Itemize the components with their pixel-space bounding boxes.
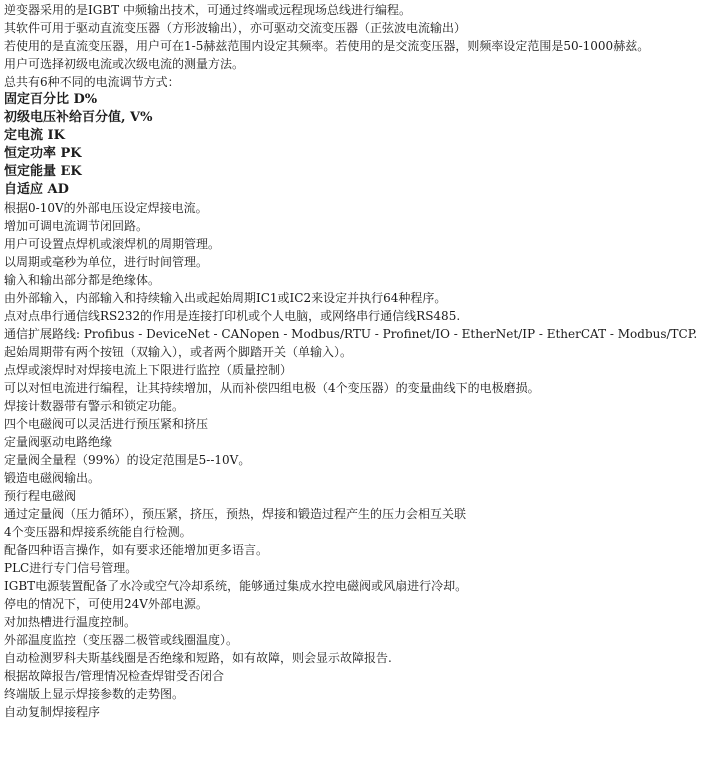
text-line: 若使用的是直流变压器，用户可在1-5赫兹范围内设定其频率。若使用的是交流变压器，则频率设定范围是50-1000赫兹。 [4,39,650,53]
text-line: 锻造电磁阀输出。 [4,471,101,485]
text-line: 输入和输出部分都是绝缘体。 [4,273,161,287]
mode-heading: 初级电压补给百分值, V% [4,110,153,125]
mode-heading: 固定百分比 D% [4,92,98,107]
text-line: 点对点串行通信线RS232的作用是连接打印机或个人电脑，或网络串行通信线RS485. [4,309,461,323]
text-line: 以周期或毫秒为单位，进行时间管理。 [4,255,209,269]
text-line: 可以对恒电流进行编程，让其持续增加，从而补偿四组电极（4个变压器）的变量曲线下的电极磨损。 [4,381,540,395]
text-line: 通信扩展路线: Profibus - DeviceNet - CANopen - Modbus/RTU - Profinet/IO - EtherNet/IP - EtherCAT - Modbus/TCP. [4,327,698,341]
text-line: 定量阀全量程（99%）的设定范围是5--10V。 [4,453,251,467]
text-line: 总共有6种不同的电流调节方式： [4,75,180,89]
mode-heading: 定电流 IK [4,128,65,143]
text-line: 增加可调电流调节闭回路。 [4,219,149,233]
text-line: 用户可选择初级电流或次级电流的测量方法。 [4,57,245,71]
text-line: 通过定量阀（压力循环），预压紧，挤压，预热，焊接和锻造过程产生的压力会相互关联 [4,507,467,521]
text-line: IGBT电源装置配备了水冷或空气冷却系统，能够通过集成水控电磁阀或风扇进行冷却。 [4,579,468,593]
text-line: 根据故障报告/管理情况检查焊钳受否闭合 [4,669,225,683]
text-line: 逆变器采用的是IGBT 中频输出技术，可通过终端或远程现场总线进行编程。 [4,3,411,17]
text-line: 用户可设置点焊机或滚焊机的周期管理。 [4,237,221,251]
text-line: 四个电磁阀可以灵活进行预压紧和挤压 [4,417,209,431]
text-line: 对加热槽进行温度控制。 [4,615,137,629]
mode-heading: 恒定能量 EK [4,164,82,179]
text-line: 定量阀驱动电路绝缘 [4,435,113,449]
mode-heading: 自适应 AD [4,182,69,197]
text-line: 由外部输入，内部输入和持续输入出或起始周期IC1或IC2来设定并执行64种程序。 [4,291,447,305]
text-line: 点焊或滚焊时对焊接电流上下限进行监控（质量控制） [4,363,293,377]
text-line: 其软件可用于驱动直流变压器（方形波输出），亦可驱动交流变压器（正弦波电流输出） [4,21,467,35]
mode-heading: 恒定功率 PK [4,146,82,161]
text-line: 自动复制焊接程序 [4,705,101,719]
text-line: 外部温度监控（变压器二极管或线圈温度）。 [4,633,239,647]
text-line: 根据0-10V的外部电压设定焊接电流。 [4,201,208,215]
text-line: 配备四种语言操作，如有要求还能增加更多语言。 [4,543,269,557]
text-line: 自动检测罗科夫斯基线圈是否绝缘和短路，如有故障，则会显示故障报告. [4,651,392,665]
text-line: 起始周期带有两个按钮（双输入），或者两个脚踏开关（单输入）。 [4,345,353,359]
text-line: 预行程电磁阀 [4,489,77,503]
text-line: 终端版上显示焊接参数的走势图。 [4,687,185,701]
text-line: 焊接计数器带有警示和锁定功能。 [4,399,185,413]
text-line: PLC进行专门信号管理。 [4,561,138,575]
text-line: 4个变压器和焊接系统能自行检测。 [4,525,192,539]
text-line: 停电的情况下，可使用24V外部电源。 [4,597,208,611]
